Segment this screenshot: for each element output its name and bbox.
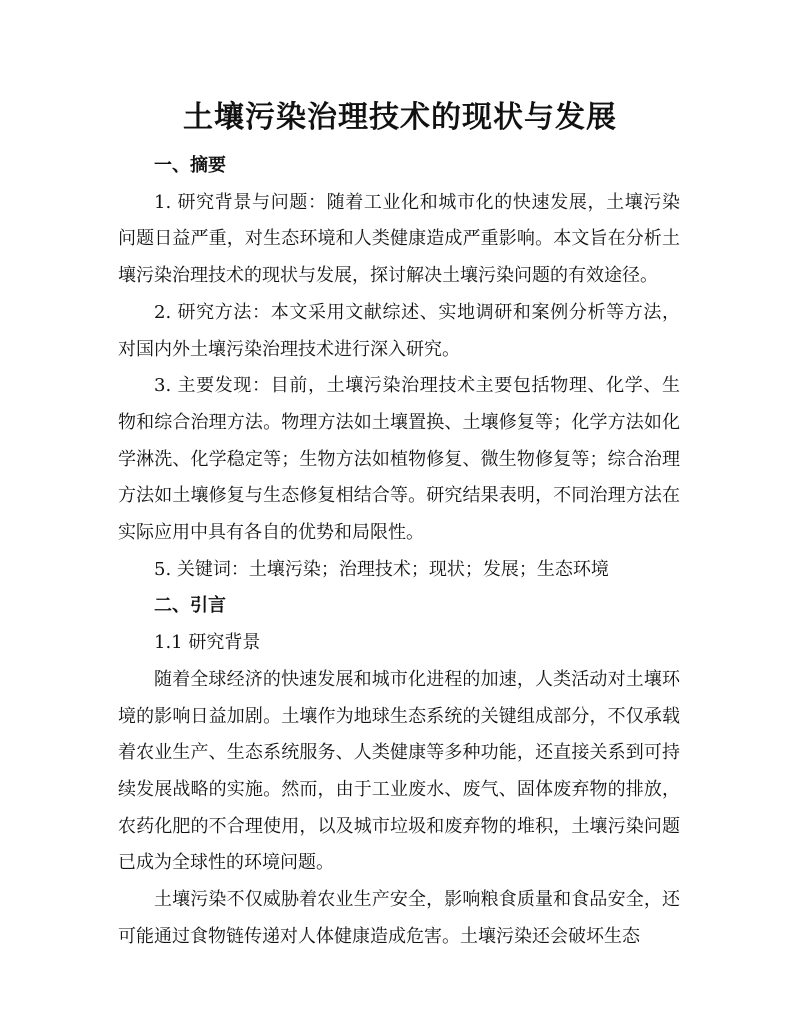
abstract-paragraph-findings: 3. 主要发现：目前，土壤污染治理技术主要包括物理、化学、生物和综合治理方法。物理方法如土壤置换、土壤修复等；化学方法如化学淋洗、化学稳定等；生物方法如植物修复、微生物修复等；综合治理方法如土壤修复与生态修复相结合等。研究结果表明，不同治理方法在实际应用中具有各自的优势和局限性。: [118, 375, 680, 544]
section-heading-intro: 二、引言: [154, 595, 226, 617]
abstract-paragraph-keywords: 5. 关键词：土壤污染；治理技术；现状；发展；生态环境: [154, 558, 609, 580]
intro-paragraph-1: 随着全球经济的快速发展和城市化进程的加速，人类活动对土壤环境的影响日益加剧。土壤作为地球生态系统的关键组成部分，不仅承载着农业生产、生态系统服务、人类健康等多种功能，还直接关系到可持续发展战略的实施。然而，由于工业废水、废气、固体废弃物的排放，农药化肥的不合理使用，以及城市垃圾和废弃物的堆积，土壤污染问题已成为全球性的环境问题。: [118, 668, 680, 874]
abstract-paragraph-methods: 2. 研究方法：本文采用文献综述、实地调研和案例分析等方法，对国内外土壤污染治理技术进行深入研究。: [118, 301, 680, 360]
subsection-heading-background: 1.1 研究背景: [154, 632, 261, 654]
intro-paragraph-2: 土壤污染不仅威胁着农业生产安全，影响粮食质量和食品安全，还可能通过食物链传递对人体健康造成危害。土壤污染还会破坏生态: [118, 889, 680, 947]
document-body: [118, 148, 680, 955]
document-title: 土壤污染治理技术的现状与发展: [183, 100, 617, 135]
abstract-paragraph-background: 1. 研究背景与问题：随着工业化和城市化的快速发展，土壤污染问题日益严重，对生态环境和人类健康造成严重影响。本文旨在分析土壤污染治理技术的现状与发展，探讨解决土壤污染问题的有效途径。: [118, 191, 680, 287]
section-heading-abstract: 一、摘要: [154, 155, 226, 176]
